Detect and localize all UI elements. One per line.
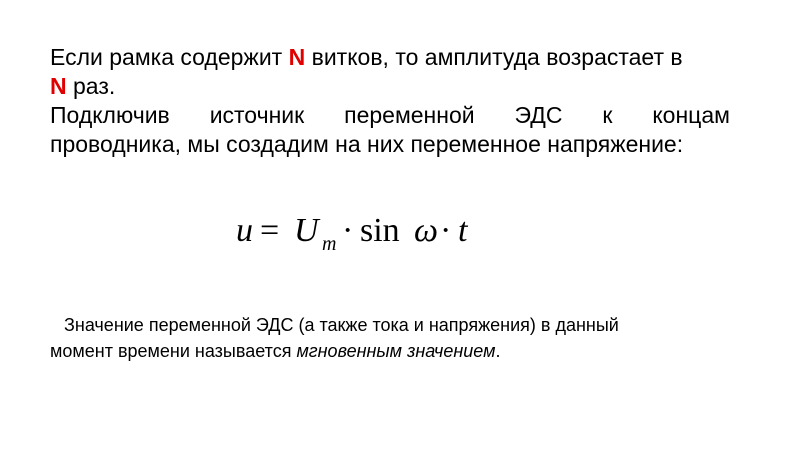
paragraph1-line1 [50, 43, 730, 72]
paragraph2-word: ЭДС [514, 102, 563, 128]
formula-svg [236, 206, 496, 256]
n-highlight: N [288, 44, 306, 70]
paragraph2-line1 [50, 101, 730, 130]
paragraph3-plain: момент времени называется [50, 341, 297, 361]
paragraph2-line2: проводника, мы создадим на них переменное напряжение: [50, 131, 684, 157]
paragraph2-word: концам [652, 102, 730, 128]
voltage-formula [236, 206, 496, 256]
definition-text-block [50, 312, 730, 364]
paragraph1-text-c: раз. [66, 73, 116, 99]
paragraph3-line2 [50, 338, 730, 364]
formula-subscript-m: m [322, 233, 337, 255]
paragraph2-word: Подключив [50, 102, 170, 128]
formula-dot-2: · [440, 212, 452, 249]
paragraph1-text-a: Если рамка содержит [50, 44, 289, 70]
formula-sin: sin [360, 212, 400, 249]
paragraph3-line1: Значение переменной ЭДС (а также тока и напряжения) в данный [64, 315, 619, 335]
paragraph2-word: источник [209, 102, 305, 128]
paragraph3-italic-term: мгновенным значением [296, 341, 496, 361]
n-highlight: N [50, 73, 67, 99]
formula-u: u [236, 212, 253, 249]
intro-text-block [50, 43, 730, 159]
paragraph2-word: переменной [344, 102, 475, 128]
paragraph1-line2 [50, 72, 730, 101]
paragraph1-text-b: витков, то амплитуда возрастает в [305, 44, 683, 70]
formula-dot-1: · [342, 212, 354, 249]
formula-omega: ω [414, 212, 439, 249]
formula-equals: = [260, 212, 280, 249]
formula-U: U [294, 212, 319, 249]
paragraph2-word: к [602, 102, 613, 128]
formula-t: t [458, 212, 468, 249]
paragraph3-period: . [495, 341, 501, 361]
